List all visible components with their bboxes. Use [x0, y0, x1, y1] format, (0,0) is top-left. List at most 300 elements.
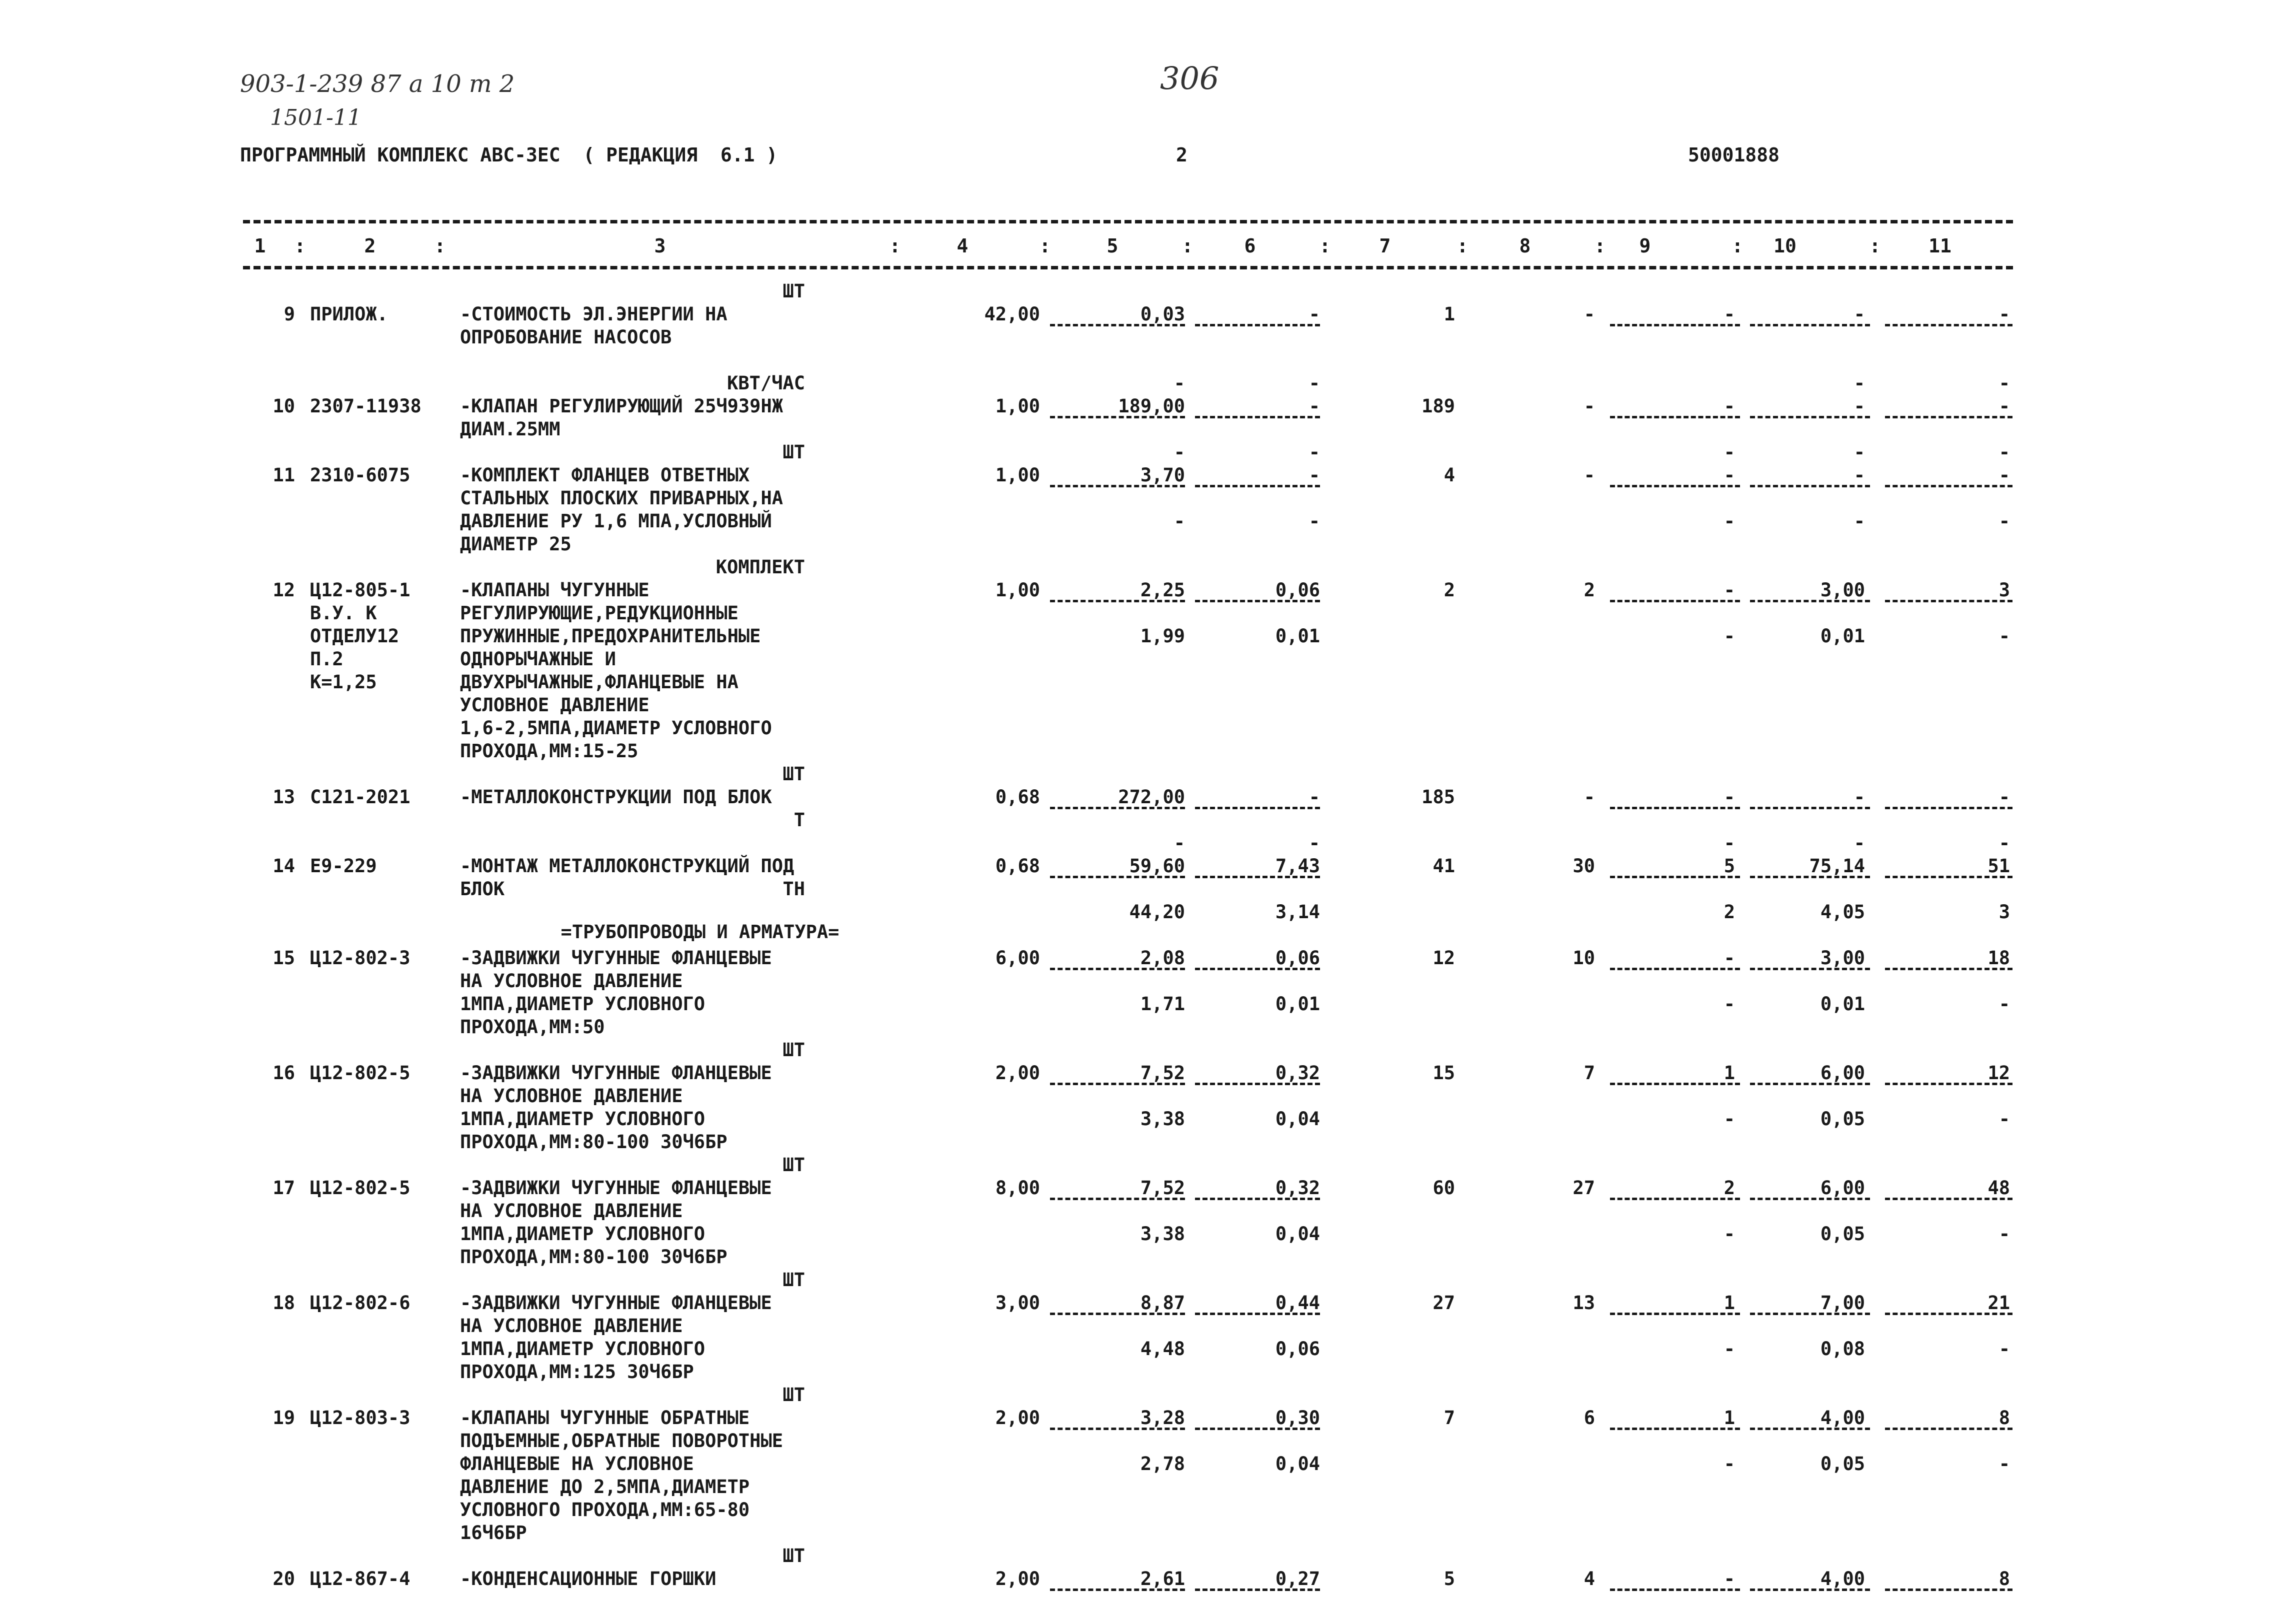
cell-underline [1050, 485, 1185, 487]
value-c9: - [1724, 579, 1735, 601]
work-description: -КЛАПАН РЕГУЛИРУЮЩИЙ 25Ч939НЖ [460, 395, 784, 417]
column-separator: : [1319, 235, 1331, 257]
value-c11: - [1998, 303, 2010, 325]
column-number-10: 10 [1774, 235, 1796, 257]
handwritten-note-2: 1501-11 [270, 105, 362, 130]
cell-underline [1750, 1083, 1870, 1085]
work-description: СТАЛЬНЫХ ПЛОСКИХ ПРИВАРНЫХ,НА [460, 487, 784, 509]
wage-value-c10: 0,05 [1820, 1108, 1865, 1130]
column-separator: : [1456, 235, 1468, 257]
value-c7: 12 [1432, 947, 1455, 969]
work-description: ОДНОРЫЧАЖНЫЕ И [460, 648, 616, 670]
value-c4: 6,00 [995, 947, 1040, 969]
value-c11: - [1998, 395, 2010, 417]
value-c4: 0,68 [995, 786, 1040, 808]
value-c8: 30 [1572, 855, 1595, 877]
value-c11: 18 [1988, 947, 2010, 969]
wage-value-c9: 2 [1724, 901, 1735, 923]
work-description: ПРОХОДА,ММ:80-100 30Ч6БР [460, 1131, 728, 1153]
column-number-1: 1 [254, 235, 266, 257]
value-c8: 7 [1584, 1062, 1595, 1084]
value-c10: 4,00 [1820, 1568, 1865, 1590]
cell-underline [1195, 968, 1320, 970]
cell-underline [1885, 807, 2012, 809]
cell-underline [1195, 876, 1320, 878]
value-c4: 1,00 [995, 464, 1040, 486]
work-description: ФЛАНЦЕВЫЕ НА УСЛОВНОЕ [460, 1453, 694, 1475]
value-c9: - [1724, 395, 1735, 417]
value-c11: 8 [1998, 1568, 2010, 1590]
value-c9: 2 [1724, 1177, 1735, 1199]
work-description: -ЗАДВИЖКИ ЧУГУННЫЕ ФЛАНЦЕВЫЕ [460, 947, 772, 969]
work-description: ПРОХОДА,ММ:50 [460, 1016, 605, 1038]
work-description: ДАВЛЕНИЕ РУ 1,6 МПА,УСЛОВНЫЙ [460, 510, 772, 532]
rate-code: 2307-11938 [310, 395, 422, 417]
work-description: 1МПА,ДИАМЕТР УСЛОВНОГО [460, 993, 706, 1015]
row-index: 12 [272, 579, 295, 601]
cell-underline [1195, 485, 1320, 487]
unit-of-measure: ШТ [782, 280, 805, 302]
cell-underline [1885, 1428, 2012, 1430]
value-c5: 272,00 [1118, 786, 1185, 808]
value-c4: 1,00 [995, 579, 1040, 601]
column-separator: : [434, 235, 446, 257]
wage-value-c6: 0,06 [1275, 1338, 1320, 1360]
cell-underline [1750, 1198, 1870, 1200]
work-description: БЛОК [460, 878, 505, 900]
unit-of-measure: ШТ [782, 1039, 805, 1061]
row-prefix-value: - [1174, 372, 1185, 394]
wage-value-c6: 0,01 [1275, 625, 1320, 647]
value-c11: 3 [1998, 579, 2010, 601]
cell-underline [1610, 807, 1740, 809]
rate-code: Ц12-802-6 [310, 1292, 410, 1314]
work-description: НА УСЛОВНОЕ ДАВЛЕНИЕ [460, 1085, 683, 1107]
cell-underline [1885, 968, 2012, 970]
wage-value-c10: 0,01 [1820, 625, 1865, 647]
value-c6: 0,06 [1275, 579, 1320, 601]
cell-underline [1750, 324, 1870, 326]
work-description: -СТОИМОСТЬ ЭЛ.ЭНЕРГИИ НА [460, 303, 728, 325]
cell-underline [1750, 485, 1870, 487]
wage-value-c5: - [1174, 510, 1185, 532]
cell-underline [1195, 1313, 1320, 1315]
work-description: УСЛОВНОЕ ДАВЛЕНИЕ [460, 694, 650, 716]
wage-value-c10: 0,05 [1820, 1223, 1865, 1245]
value-c6: 0,32 [1275, 1062, 1320, 1084]
value-c9: 1 [1724, 1407, 1735, 1429]
rate-code: 2310-6075 [310, 464, 410, 486]
row-index: 16 [272, 1062, 295, 1084]
cell-underline [1610, 600, 1740, 602]
cell-underline [1050, 1589, 1185, 1591]
value-c6: 0,27 [1275, 1568, 1320, 1590]
row-prefix-value: - [1854, 441, 1865, 463]
wage-value-c11: - [1998, 1453, 2010, 1475]
work-description: НА УСЛОВНОЕ ДАВЛЕНИЕ [460, 1200, 683, 1222]
value-c7: 60 [1432, 1177, 1455, 1199]
value-c9: 5 [1724, 855, 1735, 877]
column-separator: : [1869, 235, 1881, 257]
value-c9: 1 [1724, 1062, 1735, 1084]
value-c11: - [1998, 786, 2010, 808]
value-c8: - [1584, 464, 1595, 486]
wage-value-c10: 0,05 [1820, 1453, 1865, 1475]
value-c6: 0,32 [1275, 1177, 1320, 1199]
section-title: =ТРУБОПРОВОДЫ И АРМАТУРА= [560, 921, 840, 943]
work-description: ПОДЪЕМНЫЕ,ОБРАТНЫЕ ПОВОРОТНЫЕ [460, 1430, 784, 1452]
work-description: -КЛАПАНЫ ЧУГУННЫЕ ОБРАТНЫЕ [460, 1407, 750, 1429]
wage-value-c6: 0,04 [1275, 1453, 1320, 1475]
work-description: РЕГУЛИРУЮЩИЕ,РЕДУКЦИОННЫЕ [460, 602, 738, 624]
wage-value-c9: - [1724, 510, 1735, 532]
row-prefix-value: - [1724, 832, 1735, 854]
value-c9: - [1724, 1568, 1735, 1590]
wage-value-c5: 1,99 [1140, 625, 1185, 647]
cell-underline [1050, 416, 1185, 418]
cell-underline [1750, 968, 1870, 970]
value-c8: 6 [1584, 1407, 1595, 1429]
wage-value-c9: - [1724, 993, 1735, 1015]
value-c10: 3,00 [1820, 579, 1865, 601]
wage-value-c9: - [1724, 1108, 1735, 1130]
value-c6: 0,44 [1275, 1292, 1320, 1314]
value-c10: 75,14 [1809, 855, 1865, 877]
cell-underline [1195, 324, 1320, 326]
wage-value-c5: 44,20 [1129, 901, 1185, 923]
value-c9: - [1724, 303, 1735, 325]
column-number-4: 4 [956, 235, 968, 257]
rate-code: Ц12-803-3 [310, 1407, 410, 1429]
wage-value-c5: 3,38 [1140, 1223, 1185, 1245]
value-c5: 3,28 [1140, 1407, 1185, 1429]
unit-of-measure: КВТ/ЧАС [727, 372, 805, 394]
column-number-2: 2 [364, 235, 376, 257]
cell-underline [1195, 600, 1320, 602]
value-c5: 3,70 [1140, 464, 1185, 486]
column-number-9: 9 [1639, 235, 1651, 257]
cell-underline [1750, 1428, 1870, 1430]
value-c5: 2,61 [1140, 1568, 1185, 1590]
value-c9: 1 [1724, 1292, 1735, 1314]
row-index: 18 [272, 1292, 295, 1314]
row-prefix-value: - [1854, 372, 1865, 394]
value-c8: 2 [1584, 579, 1595, 601]
value-c9: - [1724, 786, 1735, 808]
rate-code: Ц12-802-5 [310, 1062, 410, 1084]
cell-underline [1610, 416, 1740, 418]
value-c7: 2 [1444, 579, 1455, 601]
wage-value-c6: 3,14 [1275, 901, 1320, 923]
value-c11: 51 [1988, 855, 2010, 877]
row-index: 20 [272, 1568, 295, 1590]
value-c7: 189 [1422, 395, 1455, 417]
cell-underline [1050, 876, 1185, 878]
cell-underline [1195, 1083, 1320, 1085]
work-description: -ЗАДВИЖКИ ЧУГУННЫЕ ФЛАНЦЕВЫЕ [460, 1062, 772, 1084]
wage-value-c9: - [1724, 1453, 1735, 1475]
cell-underline [1050, 807, 1185, 809]
value-c7: 5 [1444, 1568, 1455, 1590]
value-c10: 6,00 [1820, 1177, 1865, 1199]
cell-underline [1195, 416, 1320, 418]
cell-underline [1610, 1083, 1740, 1085]
rate-code: ПРИЛОЖ. [310, 303, 388, 325]
wage-value-c6: 0,04 [1275, 1108, 1320, 1130]
cell-underline [1750, 876, 1870, 878]
value-c4: 42,00 [984, 303, 1040, 325]
work-description: 1,6-2,5МПА,ДИАМЕТР УСЛОВНОГО [460, 717, 772, 739]
value-c7: 4 [1444, 464, 1455, 486]
cell-underline [1610, 324, 1740, 326]
work-description: -КОМПЛЕКТ ФЛАНЦЕВ ОТВЕТНЫХ [460, 464, 750, 486]
row-prefix-value: - [1854, 832, 1865, 854]
wage-value-c11: - [1998, 510, 2010, 532]
cell-underline [1750, 1313, 1870, 1315]
work-description: ПРУЖИННЫЕ,ПРЕДОХРАНИТЕЛЬНЫЕ [460, 625, 761, 647]
value-c4: 1,00 [995, 395, 1040, 417]
work-description: -МОНТАЖ МЕТАЛЛОКОНСТРУКЦИЙ ПОД [460, 855, 794, 877]
value-c7: 15 [1432, 1062, 1455, 1084]
row-index: 9 [284, 303, 295, 325]
cell-underline [1050, 1083, 1185, 1085]
value-c5: 59,60 [1129, 855, 1185, 877]
value-c6: - [1308, 395, 1320, 417]
wage-value-c11: 3 [1998, 901, 2010, 923]
work-description: -МЕТАЛЛОКОНСТРУКЦИИ ПОД БЛОК [460, 786, 772, 808]
value-c4: 2,00 [995, 1568, 1040, 1590]
handwritten-page-number: 306 [1160, 60, 1220, 96]
unit-of-measure: Т [794, 809, 805, 831]
value-c5: 7,52 [1140, 1177, 1185, 1199]
cell-underline [1195, 1428, 1320, 1430]
wage-value-c5: 1,71 [1140, 993, 1185, 1015]
row-prefix-value: - [1308, 832, 1320, 854]
work-description: ДВУХРЫЧАЖНЫЕ,ФЛАНЦЕВЫЕ НА [460, 671, 738, 693]
rate-code: В.У. К [310, 602, 377, 624]
cell-underline [1885, 1083, 2012, 1085]
rate-code: П.2 [310, 648, 344, 670]
column-separator: : [889, 235, 901, 257]
value-c10: - [1854, 395, 1865, 417]
cell-underline [1195, 1198, 1320, 1200]
row-prefix-value: - [1998, 372, 2010, 394]
value-c4: 0,68 [995, 855, 1040, 877]
row-index: 10 [272, 395, 295, 417]
column-separator: : [294, 235, 306, 257]
value-c10: 6,00 [1820, 1062, 1865, 1084]
value-c10: 4,00 [1820, 1407, 1865, 1429]
value-c4: 2,00 [995, 1407, 1040, 1429]
value-c8: - [1584, 786, 1595, 808]
unit-of-measure: ШТ [782, 1545, 805, 1567]
rate-code: Ц12-802-5 [310, 1177, 410, 1199]
value-c5: 2,25 [1140, 579, 1185, 601]
value-c10: - [1854, 464, 1865, 486]
unit-of-measure: ШТ [782, 441, 805, 463]
wage-value-c10: 0,01 [1820, 993, 1865, 1015]
value-c8: 27 [1572, 1177, 1595, 1199]
cell-underline [1195, 807, 1320, 809]
rate-code: ОТДЕЛУ12 [310, 625, 400, 647]
value-c11: 12 [1988, 1062, 2010, 1084]
work-description: НА УСЛОВНОЕ ДАВЛЕНИЕ [460, 970, 683, 992]
rate-code: К=1,25 [310, 671, 377, 693]
work-description: 1МПА,ДИАМЕТР УСЛОВНОГО [460, 1223, 706, 1245]
cell-underline [1610, 485, 1740, 487]
value-c11: 8 [1998, 1407, 2010, 1429]
row-prefix-value: - [1998, 441, 2010, 463]
value-c8: 4 [1584, 1568, 1595, 1590]
work-description: НА УСЛОВНОЕ ДАВЛЕНИЕ [460, 1315, 683, 1337]
cell-underline [1050, 968, 1185, 970]
value-c10: - [1854, 786, 1865, 808]
unit-of-measure: ТН [782, 878, 805, 900]
rate-code: Ц12-802-3 [310, 947, 410, 969]
value-c4: 8,00 [995, 1177, 1040, 1199]
wage-value-c5: 4,48 [1140, 1338, 1185, 1360]
cell-underline [1885, 1589, 2012, 1591]
column-number-7: 7 [1379, 235, 1391, 257]
work-description: ДИАМ.25ММ [460, 418, 560, 440]
wage-value-c11: - [1998, 993, 2010, 1015]
work-description: -ЗАДВИЖКИ ЧУГУННЫЕ ФЛАНЦЕВЫЕ [460, 1177, 772, 1199]
cell-underline [1050, 1428, 1185, 1430]
value-c7: 41 [1432, 855, 1455, 877]
work-description: ПРОХОДА,ММ:125 30Ч6БР [460, 1361, 694, 1383]
handwritten-note-1: 903-1-239 87 а 10 т 2 [240, 70, 515, 98]
cell-underline [1610, 876, 1740, 878]
row-index: 15 [272, 947, 295, 969]
header-page-number: 2 [1176, 144, 1188, 166]
cell-underline [1885, 485, 2012, 487]
value-c4: 2,00 [995, 1062, 1040, 1084]
row-prefix-value: - [1174, 441, 1185, 463]
row-prefix-value: - [1308, 372, 1320, 394]
row-index: 14 [272, 855, 295, 877]
work-description: -КОНДЕНСАЦИОННЫЕ ГОРШКИ [460, 1568, 716, 1590]
value-c5: 2,08 [1140, 947, 1185, 969]
column-number-11: 11 [1928, 235, 1952, 257]
value-c11: - [1998, 464, 2010, 486]
value-c5: 7,52 [1140, 1062, 1185, 1084]
wage-value-c5: 3,38 [1140, 1108, 1185, 1130]
cell-underline [1750, 1589, 1870, 1591]
wage-value-c5: 2,78 [1140, 1453, 1185, 1475]
row-index: 13 [272, 786, 295, 808]
value-c4: 3,00 [995, 1292, 1040, 1314]
value-c5: 8,87 [1140, 1292, 1185, 1314]
work-description: 16Ч6БР [460, 1522, 527, 1544]
row-prefix-value: - [1308, 441, 1320, 463]
wage-value-c9: - [1724, 1338, 1735, 1360]
column-number-6: 6 [1244, 235, 1256, 257]
work-description: ДИАМЕТР 25 [460, 533, 572, 555]
value-c11: 48 [1988, 1177, 2010, 1199]
wage-value-c6: 0,01 [1275, 993, 1320, 1015]
wage-value-c10: 4,05 [1820, 901, 1865, 923]
cell-underline [1885, 1313, 2012, 1315]
unit-of-measure: ШТ [782, 1154, 805, 1176]
rate-code: Ц12-805-1 [310, 579, 410, 601]
work-description: ДАВЛЕНИЕ ДО 2,5МПА,ДИАМЕТР [460, 1476, 750, 1498]
work-description: 1МПА,ДИАМЕТР УСЛОВНОГО [460, 1338, 706, 1360]
value-c7: 27 [1432, 1292, 1455, 1314]
wage-value-c11: - [1998, 1338, 2010, 1360]
value-c8: - [1584, 303, 1595, 325]
work-description: 1МПА,ДИАМЕТР УСЛОВНОГО [460, 1108, 706, 1130]
unit-of-measure: КОМПЛЕКТ [716, 556, 805, 578]
value-c6: - [1308, 786, 1320, 808]
value-c6: 0,30 [1275, 1407, 1320, 1429]
wage-value-c11: - [1998, 625, 2010, 647]
cell-underline [1050, 600, 1185, 602]
value-c10: - [1854, 303, 1865, 325]
row-prefix-value: - [1724, 441, 1735, 463]
value-c8: 13 [1572, 1292, 1595, 1314]
row-prefix-value: - [1998, 832, 2010, 854]
cell-underline [1610, 1313, 1740, 1315]
value-c9: - [1724, 947, 1735, 969]
unit-of-measure: ШТ [782, 1269, 805, 1291]
value-c7: 7 [1444, 1407, 1455, 1429]
wage-value-c10: 0,08 [1820, 1338, 1865, 1360]
rate-code: С121-2021 [310, 786, 410, 808]
wage-value-c6: - [1308, 510, 1320, 532]
value-c7: 185 [1422, 786, 1455, 808]
cell-underline [1610, 1428, 1740, 1430]
cell-underline [1610, 968, 1740, 970]
cell-underline [1610, 1589, 1740, 1591]
cell-underline [1885, 876, 2012, 878]
wage-value-c9: - [1724, 1223, 1735, 1245]
value-c6: - [1308, 464, 1320, 486]
column-separator: : [1182, 235, 1194, 257]
column-separator: : [1594, 235, 1606, 257]
cell-underline [1750, 600, 1870, 602]
cell-underline [1885, 324, 2012, 326]
wage-value-c10: - [1854, 510, 1865, 532]
value-c6: 0,06 [1275, 947, 1320, 969]
cell-underline [1050, 1198, 1185, 1200]
row-index: 17 [272, 1177, 295, 1199]
wage-value-c9: - [1724, 625, 1735, 647]
rate-code: Ц12-867-4 [310, 1568, 410, 1590]
unit-of-measure: ШТ [782, 1384, 805, 1406]
work-description: ОПРОБОВАНИЕ НАСОСОВ [460, 326, 672, 348]
row-index: 11 [272, 464, 295, 486]
cell-underline [1885, 416, 2012, 418]
value-c5: 189,00 [1118, 395, 1185, 417]
column-number-8: 8 [1519, 235, 1531, 257]
cell-underline [1050, 324, 1185, 326]
work-description: -ЗАДВИЖКИ ЧУГУННЫЕ ФЛАНЦЕВЫЕ [460, 1292, 772, 1314]
cell-underline [1750, 807, 1870, 809]
header-program-title: ПРОГРАММНЫЙ КОМПЛЕКС АВС-3ЕС ( РЕДАКЦИЯ 6.1 ) [240, 144, 778, 166]
unit-of-measure: ШТ [782, 763, 805, 785]
rate-code: Е9-229 [310, 855, 377, 877]
value-c10: 7,00 [1820, 1292, 1865, 1314]
column-number-5: 5 [1106, 235, 1118, 257]
cell-underline [1885, 600, 2012, 602]
work-description: ПРОХОДА,ММ:80-100 30Ч6БР [460, 1246, 728, 1268]
wage-value-c6: 0,04 [1275, 1223, 1320, 1245]
column-separator: : [1732, 235, 1744, 257]
column-separator: : [1039, 235, 1051, 257]
cell-underline [1885, 1198, 2012, 1200]
value-c6: 7,43 [1275, 855, 1320, 877]
column-number-3: 3 [654, 235, 666, 257]
